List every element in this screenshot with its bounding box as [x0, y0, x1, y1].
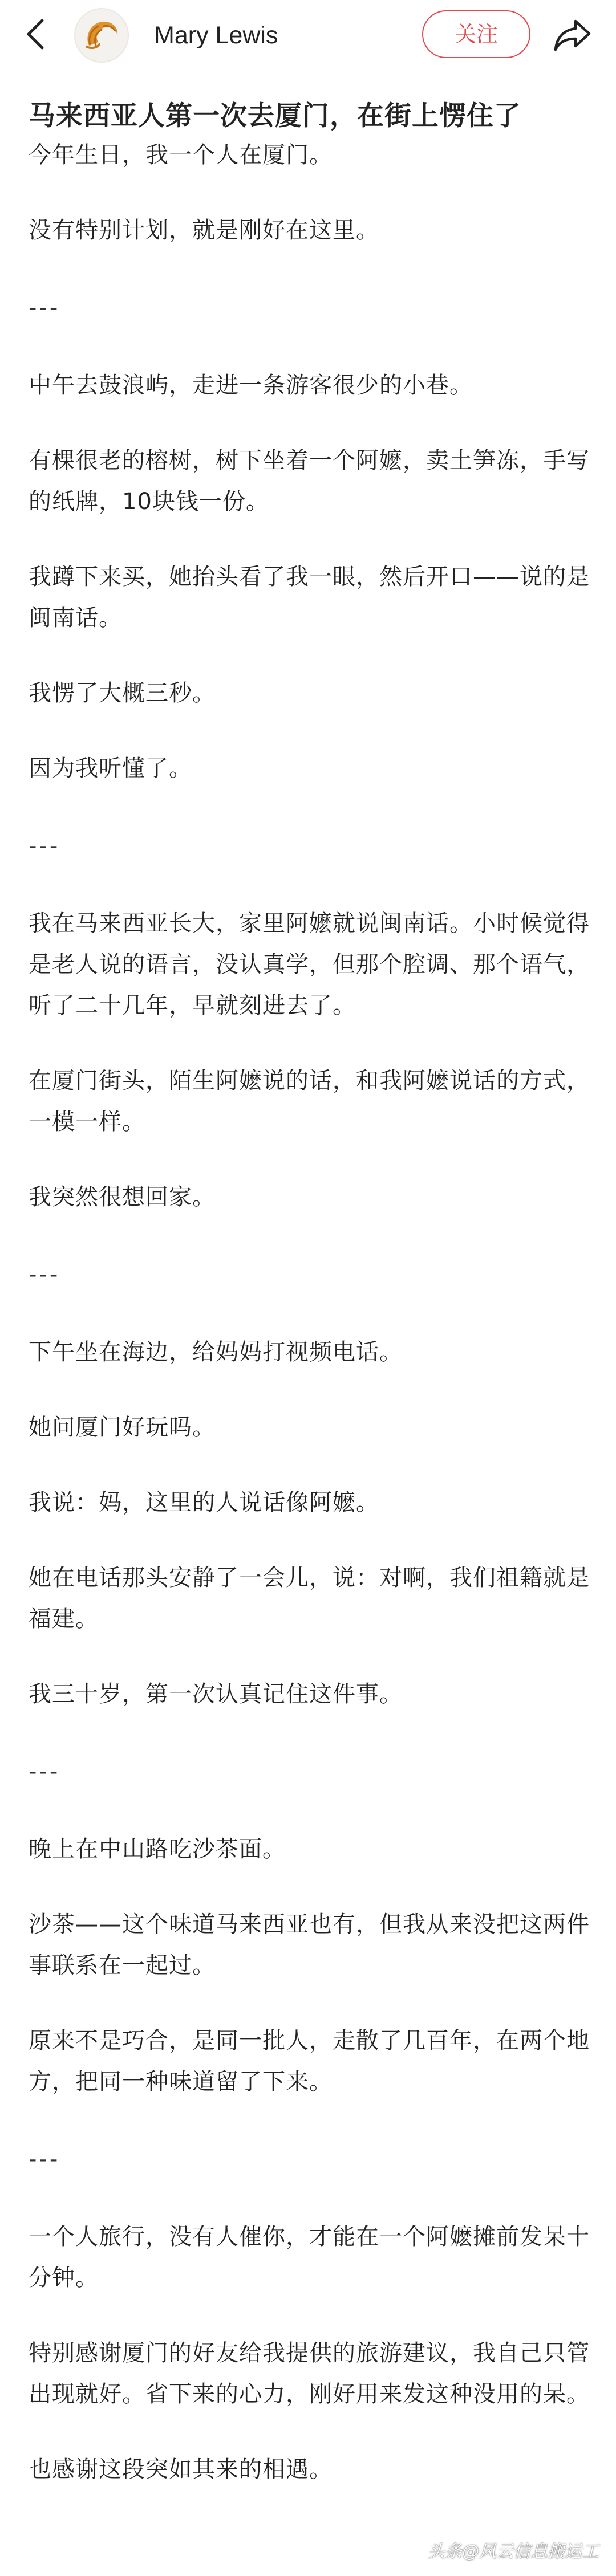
paragraph: 下午坐在海边，给妈妈打视频电话。 [29, 1339, 403, 1365]
paragraph: 有棵很老的榕树，树下坐着一个阿嬷，卖土笋冻，手写的纸牌，10块钱一份。 [29, 447, 590, 515]
paragraph: 我突然很想回家。 [29, 1184, 216, 1210]
paragraph: 特别感谢厦门的好友给我提供的旅游建议，我自己只管出现就好。省下来的心力，刚好用来发这种没用的呆。 [29, 2340, 590, 2407]
paragraph: 中午去鼓浪屿，走进一条游客很少的小巷。 [29, 372, 473, 398]
section-divider: --- [29, 295, 60, 321]
section-divider: --- [29, 1759, 60, 1785]
paragraph: 一个人旅行，没有人催你，才能在一个阿嬷摊前发呆十分钟。 [29, 2224, 590, 2291]
author-name[interactable]: Mary Lewis [154, 22, 278, 49]
paragraph: 她在电话那头安静了一会儿，说：对啊，我们祖籍就是福建。 [29, 1565, 590, 1632]
back-button[interactable] [17, 16, 54, 52]
author-avatar[interactable] [74, 8, 129, 63]
section-divider: --- [29, 1261, 60, 1288]
paragraph: 沙茶——这个味道马来西亚也有，但我从来没把这两件事联系在一起过。 [29, 1911, 590, 1979]
paragraph: 因为我听懂了。 [29, 755, 192, 782]
paragraph: 她问厦门好玩吗。 [29, 1414, 216, 1440]
chevron-left-icon [24, 18, 47, 50]
paragraph: 我说：妈，这里的人说话像阿嬷。 [29, 1490, 379, 1516]
paragraph: 也感谢这段突如其来的相遇。 [29, 2456, 333, 2483]
follow-button[interactable]: 关注 [422, 10, 530, 58]
croissant-icon [79, 13, 124, 58]
section-divider: --- [29, 833, 60, 859]
article-title: 马来西亚人第一次去厦门，在街上愣住了 [29, 100, 521, 132]
paragraph: 我在马来西亚长大，家里阿嬷就说闽南话。小时候觉得是老人说的语言，没认真学，但那个腔调、那个语气，听了二十几年，早就刻进去了。 [29, 910, 590, 1019]
share-button[interactable] [551, 14, 594, 57]
share-arrow-icon [553, 18, 593, 53]
paragraph: 我蹲下来买，她抬头看了我一眼，然后开口——说的是闽南话。 [29, 564, 590, 631]
top-nav-bar [0, 0, 616, 71]
paragraph: 在厦门街头，陌生阿嬷说的话，和我阿嬷说话的方式，一模一样。 [29, 1068, 590, 1135]
paragraph: 晚上在中山路吃沙茶面。 [29, 1836, 286, 1862]
section-divider: --- [29, 2146, 60, 2172]
paragraph: 我三十岁，第一次认真记住这件事。 [29, 1681, 403, 1707]
source-watermark: 头条@风云信息搬运工 [428, 2542, 599, 2562]
paragraph: 没有特别计划，就是刚好在这里。 [29, 217, 379, 243]
paragraph: 今年生日，我一个人在厦门。 [29, 142, 333, 168]
article [29, 98, 593, 2490]
paragraph: 原来不是巧合，是同一批人，走散了几百年，在两个地方，把同一种味道留了下来。 [29, 2028, 590, 2095]
paragraph: 我愣了大概三秒。 [29, 680, 216, 706]
